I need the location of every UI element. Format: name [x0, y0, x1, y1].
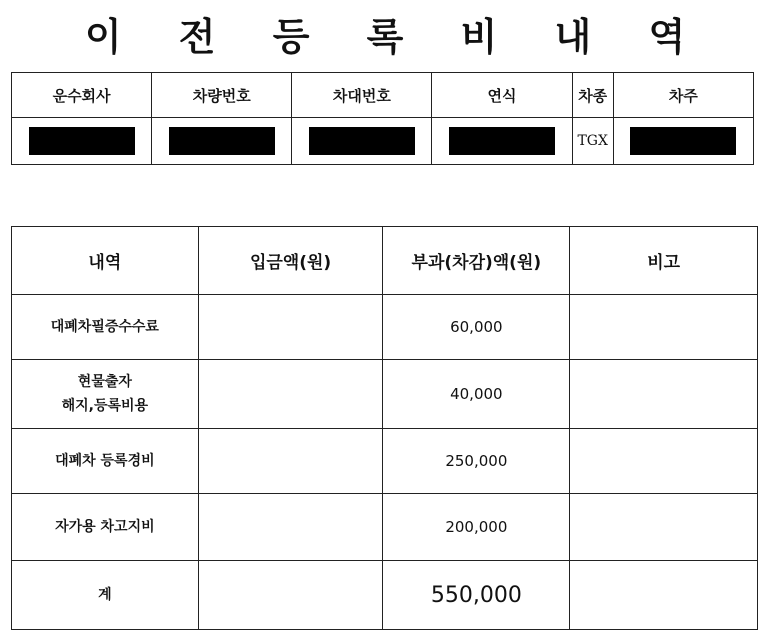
model-year-cell	[432, 118, 572, 165]
header-owner: 차주	[613, 73, 753, 118]
fee-charge: 250,000	[383, 429, 570, 494]
fee-header-row	[12, 227, 758, 295]
fee-item-line: 해지,등록비용	[61, 398, 149, 414]
company-cell	[12, 118, 152, 165]
vehicle-info-value-row	[12, 118, 754, 165]
fee-row	[12, 360, 758, 429]
redaction-bar	[29, 127, 135, 155]
header-plate-number: 차량번호	[152, 73, 292, 118]
fee-deposit	[198, 429, 383, 494]
vehicle-info-table	[11, 72, 754, 165]
fee-row	[12, 494, 758, 561]
total-label: 계	[12, 561, 199, 630]
fee-row	[12, 295, 758, 360]
header-note: 비고	[570, 227, 758, 295]
fee-item: 대폐차 등록경비	[12, 429, 199, 494]
header-model-year: 연식	[432, 73, 572, 118]
fee-deposit	[198, 295, 383, 360]
fee-deposit	[198, 360, 383, 429]
total-charge: 550,000	[383, 561, 570, 630]
header-company: 운수회사	[12, 73, 152, 118]
vehicle-info-header-row	[12, 73, 754, 118]
fee-note	[570, 360, 758, 429]
fee-item-line: 현물출자	[77, 374, 132, 390]
fee-row	[12, 429, 758, 494]
total-deposit	[198, 561, 383, 630]
fee-total-row	[12, 561, 758, 630]
header-item: 내역	[12, 227, 199, 295]
total-note	[570, 561, 758, 630]
document-title: 이 전 등 록 비 내 역	[84, 14, 708, 59]
fee-note	[570, 295, 758, 360]
header-vin: 차대번호	[292, 73, 432, 118]
fee-deposit	[198, 494, 383, 561]
redaction-bar	[309, 127, 415, 155]
redaction-bar	[169, 127, 275, 155]
fee-item: 자가용 차고지비	[12, 494, 199, 561]
redaction-bar	[630, 127, 736, 155]
header-deposit: 입금액(원)	[198, 227, 383, 295]
vehicle-type-cell: TGX	[572, 118, 613, 165]
header-vehicle-type: 차종	[572, 73, 613, 118]
fee-charge: 60,000	[383, 295, 570, 360]
fee-item: 대폐차필증수수료	[12, 295, 199, 360]
plate-number-cell	[152, 118, 292, 165]
fee-note	[570, 494, 758, 561]
fee-charge: 200,000	[383, 494, 570, 561]
redaction-bar	[449, 127, 555, 155]
vin-cell	[292, 118, 432, 165]
header-charge: 부과(차감)액(원)	[383, 227, 570, 295]
fee-item	[12, 360, 199, 429]
fee-charge: 40,000	[383, 360, 570, 429]
fee-note	[570, 429, 758, 494]
owner-cell	[613, 118, 753, 165]
fee-breakdown-table	[11, 226, 758, 630]
